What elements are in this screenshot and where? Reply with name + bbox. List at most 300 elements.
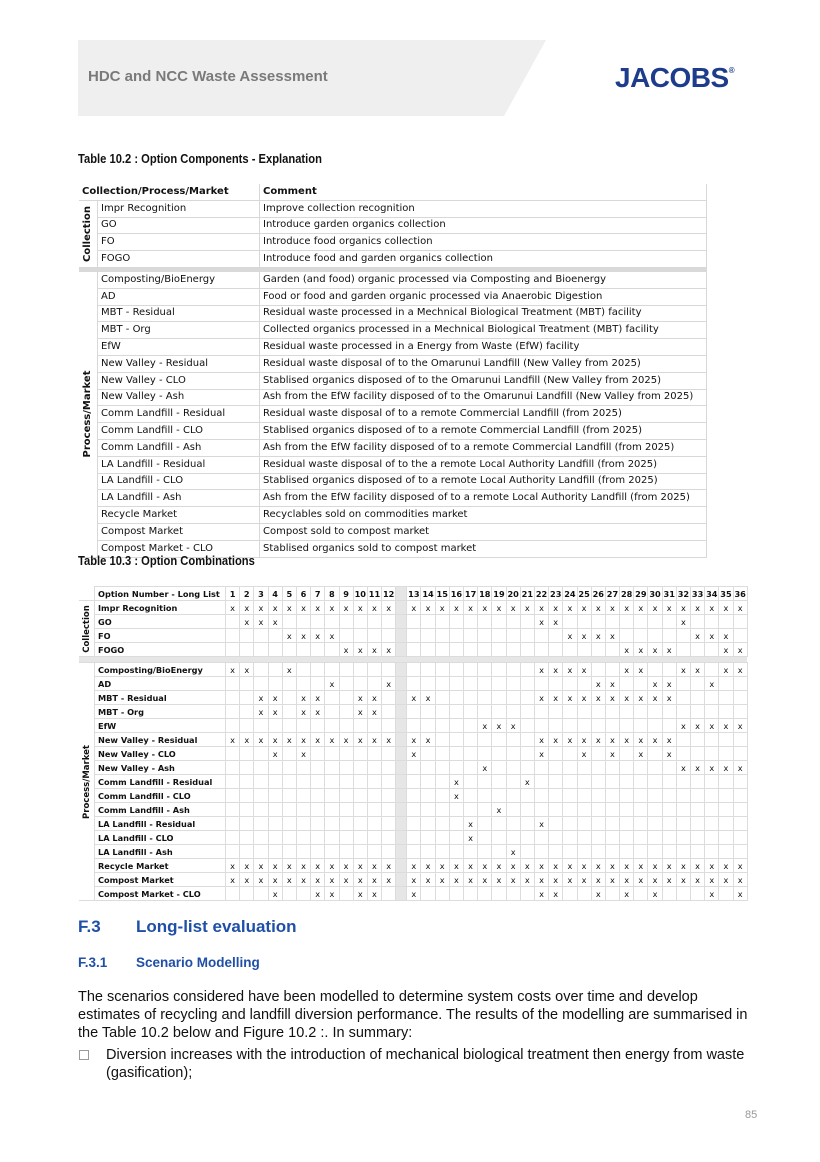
combination-cell bbox=[705, 789, 719, 803]
combination-cell: x bbox=[691, 761, 705, 775]
combination-cell bbox=[719, 705, 733, 719]
combination-cell bbox=[407, 845, 421, 859]
combination-cell bbox=[382, 719, 396, 733]
combination-cell bbox=[407, 803, 421, 817]
combination-cell: x bbox=[464, 601, 478, 615]
combination-cell: x bbox=[620, 733, 634, 747]
combination-cell bbox=[691, 615, 705, 629]
combination-cell: x bbox=[605, 601, 619, 615]
combination-cell: x bbox=[226, 601, 240, 615]
combination-cell: x bbox=[492, 601, 506, 615]
combination-cell bbox=[449, 803, 463, 817]
table1-comment-cell: Ash from the EfW facility disposed of to a remote Commercial Landfill (from 2025) bbox=[260, 439, 707, 456]
combination-cell bbox=[534, 629, 548, 643]
combination-cell bbox=[591, 803, 605, 817]
combination-cell bbox=[605, 803, 619, 817]
combination-cell: x bbox=[268, 859, 282, 873]
combination-cell: x bbox=[353, 859, 367, 873]
combination-cell bbox=[705, 615, 719, 629]
combination-cell bbox=[367, 761, 381, 775]
combination-cell bbox=[634, 677, 648, 691]
combination-cell: x bbox=[311, 887, 325, 901]
combination-cell bbox=[691, 733, 705, 747]
combination-cell bbox=[733, 615, 747, 629]
combination-cell bbox=[435, 629, 449, 643]
combination-cell: x bbox=[605, 873, 619, 887]
combination-cell bbox=[620, 629, 634, 643]
combination-cell bbox=[549, 629, 563, 643]
combination-cell bbox=[506, 663, 520, 677]
combination-cell bbox=[226, 789, 240, 803]
combination-cell: x bbox=[449, 859, 463, 873]
table1-comment-cell: Residual waste processed in a Energy from Waste (EfW) facility bbox=[260, 339, 707, 356]
combination-cell bbox=[268, 817, 282, 831]
combination-cell bbox=[676, 831, 690, 845]
combination-cell: x bbox=[339, 643, 353, 657]
combination-cell bbox=[705, 705, 719, 719]
table1-item-cell: Compost Market - CLO bbox=[98, 540, 260, 557]
table2-gap-cell bbox=[396, 845, 407, 859]
combination-cell: x bbox=[577, 859, 591, 873]
combination-cell bbox=[339, 691, 353, 705]
combination-cell: x bbox=[691, 859, 705, 873]
combination-cell: x bbox=[382, 601, 396, 615]
table-row bbox=[79, 406, 707, 423]
table1-comment-cell: Compost sold to compost market bbox=[260, 523, 707, 540]
combination-cell bbox=[563, 643, 577, 657]
combination-cell bbox=[407, 705, 421, 719]
combination-cell: x bbox=[506, 719, 520, 733]
combination-cell bbox=[268, 761, 282, 775]
combination-cell bbox=[478, 789, 492, 803]
combination-cell bbox=[407, 775, 421, 789]
combination-cell bbox=[478, 775, 492, 789]
combination-cell bbox=[339, 803, 353, 817]
combination-cell bbox=[226, 615, 240, 629]
option-number-cell: 30 bbox=[649, 588, 661, 599]
combination-cell bbox=[367, 817, 381, 831]
option-number-cell: 10 bbox=[354, 588, 366, 599]
option-number-cell: 25 bbox=[578, 588, 590, 599]
table2-gap-cell bbox=[396, 691, 407, 705]
combination-cell bbox=[662, 887, 676, 901]
combination-cell: x bbox=[407, 747, 421, 761]
option-number-cell: 13 bbox=[408, 588, 420, 599]
combination-cell bbox=[325, 615, 339, 629]
table2-group-label: Process/Market bbox=[81, 744, 92, 819]
combination-cell bbox=[382, 691, 396, 705]
combination-cell bbox=[382, 789, 396, 803]
table1-item-cell: FOGO bbox=[98, 251, 260, 268]
combination-cell: x bbox=[520, 601, 534, 615]
combination-cell: x bbox=[648, 733, 662, 747]
table1-comment-cell: Stablised organics disposed of to a remote Local Authority Landfill (from 2025) bbox=[260, 473, 707, 490]
table-row bbox=[79, 831, 747, 845]
table2-gap-cell bbox=[396, 817, 407, 831]
combination-cell bbox=[449, 691, 463, 705]
combination-cell bbox=[435, 615, 449, 629]
combination-cell bbox=[296, 845, 310, 859]
table-row bbox=[79, 887, 747, 901]
combination-cell bbox=[325, 761, 339, 775]
combination-cell bbox=[282, 789, 296, 803]
combination-cell bbox=[691, 887, 705, 901]
combination-cell bbox=[506, 789, 520, 803]
combination-cell: x bbox=[353, 705, 367, 719]
combination-cell bbox=[591, 817, 605, 831]
combination-cell: x bbox=[353, 733, 367, 747]
combination-cell bbox=[492, 775, 506, 789]
option-number-cell: 16 bbox=[450, 588, 463, 599]
combination-cell bbox=[478, 663, 492, 677]
combination-cell bbox=[449, 705, 463, 719]
combination-cell bbox=[705, 845, 719, 859]
combination-cell bbox=[577, 887, 591, 901]
combination-cell: x bbox=[549, 691, 563, 705]
combination-cell bbox=[353, 775, 367, 789]
table-row bbox=[79, 507, 707, 524]
combination-cell bbox=[520, 817, 534, 831]
combination-cell: x bbox=[268, 887, 282, 901]
combination-cell: x bbox=[563, 629, 577, 643]
combination-cell bbox=[226, 775, 240, 789]
combination-cell bbox=[492, 643, 506, 657]
combination-cell bbox=[676, 747, 690, 761]
combination-cell: x bbox=[367, 705, 381, 719]
combination-cell: x bbox=[591, 629, 605, 643]
combination-cell bbox=[520, 705, 534, 719]
combination-cell bbox=[254, 663, 268, 677]
option-number-cell: 19 bbox=[493, 588, 505, 599]
combination-cell bbox=[464, 845, 478, 859]
combination-cell bbox=[325, 747, 339, 761]
combination-cell: x bbox=[282, 873, 296, 887]
combination-cell: x bbox=[296, 629, 310, 643]
combination-cell bbox=[240, 719, 254, 733]
combination-cell bbox=[733, 789, 747, 803]
table2-gap-cell bbox=[396, 677, 407, 691]
combination-cell: x bbox=[478, 601, 492, 615]
combination-cell bbox=[311, 615, 325, 629]
combination-cell bbox=[492, 629, 506, 643]
combination-cell: x bbox=[648, 677, 662, 691]
combination-cell bbox=[620, 831, 634, 845]
table-row bbox=[79, 705, 747, 719]
combination-cell: x bbox=[563, 733, 577, 747]
table1-header-cell: Comment bbox=[260, 184, 707, 200]
subsection-heading bbox=[78, 955, 260, 970]
combination-cell: x bbox=[282, 663, 296, 677]
combination-cell: x bbox=[435, 859, 449, 873]
combination-cell: x bbox=[549, 859, 563, 873]
combination-cell bbox=[733, 845, 747, 859]
combination-cell: x bbox=[591, 733, 605, 747]
table2-gap-cell bbox=[396, 789, 407, 803]
combination-cell: x bbox=[577, 873, 591, 887]
combination-cell bbox=[549, 789, 563, 803]
combination-cell bbox=[549, 775, 563, 789]
combination-cell bbox=[421, 761, 435, 775]
combination-cell: x bbox=[311, 601, 325, 615]
combination-cell bbox=[382, 845, 396, 859]
table2-row-label: FOGO bbox=[95, 643, 226, 657]
table2-gap-cell bbox=[396, 747, 407, 761]
combination-cell bbox=[254, 761, 268, 775]
combination-cell bbox=[591, 747, 605, 761]
table2-row-label: New Valley - Residual bbox=[95, 733, 226, 747]
combination-cell: x bbox=[534, 873, 548, 887]
combination-cell bbox=[240, 643, 254, 657]
table1-header-cell: Collection/Process/Market bbox=[79, 184, 260, 200]
combination-cell bbox=[407, 663, 421, 677]
combination-cell bbox=[648, 845, 662, 859]
table2-group-cell bbox=[79, 663, 95, 901]
combination-cell bbox=[634, 831, 648, 845]
table1-comment-cell: Ash from the EfW facility disposed of to a remote Local Authority Landfill (from 2025) bbox=[260, 490, 707, 507]
combination-cell bbox=[719, 691, 733, 705]
combination-cell bbox=[353, 761, 367, 775]
combination-cell bbox=[478, 817, 492, 831]
table2-row-label: GO bbox=[95, 615, 226, 629]
combination-cell bbox=[577, 643, 591, 657]
option-number-cell: 12 bbox=[382, 588, 395, 599]
table2-row-label: Comm Landfill - Residual bbox=[95, 775, 226, 789]
combination-cell bbox=[478, 691, 492, 705]
combination-cell: x bbox=[492, 873, 506, 887]
table2-gap-cell bbox=[396, 887, 407, 901]
table1-item-cell: LA Landfill - Residual bbox=[98, 456, 260, 473]
combination-cell: x bbox=[605, 629, 619, 643]
option-number-cell: 34 bbox=[706, 588, 718, 599]
combination-cell bbox=[435, 719, 449, 733]
table-row bbox=[79, 339, 707, 356]
combination-cell bbox=[648, 747, 662, 761]
table1-comment-cell: Residual waste disposal of to the a remote Local Authority Landfill (from 2025) bbox=[260, 456, 707, 473]
combination-cell: x bbox=[563, 873, 577, 887]
combination-cell: x bbox=[577, 733, 591, 747]
combination-cell: x bbox=[705, 719, 719, 733]
table1-caption: Table 10.2 : Option Components - Explanation bbox=[78, 151, 322, 166]
combination-cell: x bbox=[620, 873, 634, 887]
combination-cell bbox=[449, 831, 463, 845]
combination-cell bbox=[705, 691, 719, 705]
combination-cell bbox=[435, 817, 449, 831]
table-row bbox=[79, 663, 747, 677]
combination-cell bbox=[311, 817, 325, 831]
combination-cell: x bbox=[464, 831, 478, 845]
combination-cell bbox=[464, 691, 478, 705]
combination-cell bbox=[520, 845, 534, 859]
combination-cell bbox=[520, 761, 534, 775]
combination-cell bbox=[296, 663, 310, 677]
table-row bbox=[79, 234, 707, 251]
combination-cell bbox=[634, 775, 648, 789]
combination-cell bbox=[325, 643, 339, 657]
combination-cell bbox=[563, 705, 577, 719]
combination-cell bbox=[464, 615, 478, 629]
combination-cell: x bbox=[421, 601, 435, 615]
combination-cell bbox=[634, 705, 648, 719]
combination-cell bbox=[478, 887, 492, 901]
combination-cell bbox=[492, 691, 506, 705]
combination-cell: x bbox=[407, 733, 421, 747]
combination-cell bbox=[382, 887, 396, 901]
combination-cell bbox=[705, 663, 719, 677]
combination-cell bbox=[691, 831, 705, 845]
combination-cell bbox=[353, 803, 367, 817]
table-row bbox=[79, 761, 747, 775]
combination-cell bbox=[435, 733, 449, 747]
combination-cell bbox=[254, 845, 268, 859]
combination-cell bbox=[634, 817, 648, 831]
combination-cell: x bbox=[719, 663, 733, 677]
table2-gap-cell bbox=[396, 719, 407, 733]
combination-cell: x bbox=[382, 643, 396, 657]
combination-cell bbox=[691, 803, 705, 817]
combination-cell bbox=[226, 887, 240, 901]
table1-item-cell: New Valley - CLO bbox=[98, 372, 260, 389]
combination-cell: x bbox=[268, 733, 282, 747]
combination-cell bbox=[676, 887, 690, 901]
option-number-cell: 26 bbox=[592, 588, 604, 599]
combination-cell bbox=[464, 705, 478, 719]
combination-cell bbox=[449, 747, 463, 761]
combination-cell: x bbox=[325, 601, 339, 615]
table2-row-label: EfW bbox=[95, 719, 226, 733]
combination-cell bbox=[421, 677, 435, 691]
combination-cell bbox=[296, 761, 310, 775]
table-row bbox=[79, 372, 707, 389]
combination-cell bbox=[719, 789, 733, 803]
combination-cell bbox=[620, 761, 634, 775]
combination-cell: x bbox=[449, 775, 463, 789]
combination-cell bbox=[549, 761, 563, 775]
combination-cell bbox=[719, 887, 733, 901]
combination-cell: x bbox=[382, 677, 396, 691]
table-row bbox=[79, 629, 747, 643]
combination-cell bbox=[421, 817, 435, 831]
combination-cell bbox=[520, 719, 534, 733]
combination-cell bbox=[407, 677, 421, 691]
combination-cell bbox=[268, 643, 282, 657]
combination-cell bbox=[268, 677, 282, 691]
combination-cell bbox=[648, 789, 662, 803]
combination-cell: x bbox=[268, 747, 282, 761]
combination-cell: x bbox=[563, 663, 577, 677]
document-title: HDC and NCC Waste Assessment bbox=[88, 68, 328, 85]
combination-cell bbox=[563, 747, 577, 761]
combination-cell bbox=[577, 831, 591, 845]
table1-item-cell: New Valley - Residual bbox=[98, 355, 260, 372]
combination-cell bbox=[268, 845, 282, 859]
combination-cell bbox=[382, 761, 396, 775]
combination-cell: x bbox=[691, 719, 705, 733]
combination-cell bbox=[620, 803, 634, 817]
combination-cell bbox=[226, 691, 240, 705]
combination-cell bbox=[691, 845, 705, 859]
logo-mark: ® bbox=[728, 66, 735, 75]
combination-cell bbox=[254, 817, 268, 831]
combination-cell bbox=[421, 719, 435, 733]
combination-cell bbox=[464, 803, 478, 817]
combination-cell bbox=[620, 789, 634, 803]
combination-cell bbox=[421, 887, 435, 901]
combination-cell bbox=[691, 643, 705, 657]
table1-item-cell: Comm Landfill - Ash bbox=[98, 439, 260, 456]
table2-gap-cell bbox=[396, 587, 407, 601]
combination-cell bbox=[676, 629, 690, 643]
combination-cell bbox=[520, 629, 534, 643]
combination-cell bbox=[676, 789, 690, 803]
table-row bbox=[79, 423, 707, 440]
combination-cell: x bbox=[311, 733, 325, 747]
combination-cell bbox=[719, 733, 733, 747]
combination-cell: x bbox=[605, 691, 619, 705]
combination-cell bbox=[534, 705, 548, 719]
combination-cell bbox=[520, 663, 534, 677]
combination-cell bbox=[382, 663, 396, 677]
table2-gap-cell bbox=[396, 733, 407, 747]
combination-cell: x bbox=[662, 677, 676, 691]
combination-cell: x bbox=[648, 691, 662, 705]
combination-cell: x bbox=[634, 733, 648, 747]
combination-cell: x bbox=[591, 859, 605, 873]
combination-cell bbox=[421, 705, 435, 719]
combination-cell bbox=[296, 643, 310, 657]
table-row bbox=[79, 456, 707, 473]
combination-cell: x bbox=[254, 601, 268, 615]
combination-cell bbox=[367, 719, 381, 733]
combination-cell bbox=[520, 615, 534, 629]
combination-cell bbox=[506, 615, 520, 629]
combination-cell: x bbox=[634, 643, 648, 657]
combination-cell: x bbox=[367, 643, 381, 657]
option-number-cell: 29 bbox=[635, 588, 647, 599]
combination-cell bbox=[282, 615, 296, 629]
combination-cell: x bbox=[226, 859, 240, 873]
combination-cell bbox=[634, 845, 648, 859]
combination-cell bbox=[648, 663, 662, 677]
combination-cell bbox=[591, 719, 605, 733]
combination-cell bbox=[325, 831, 339, 845]
combination-cell: x bbox=[620, 691, 634, 705]
table-row bbox=[79, 217, 707, 234]
combination-cell: x bbox=[676, 761, 690, 775]
combination-cell bbox=[254, 629, 268, 643]
combination-cell: x bbox=[367, 873, 381, 887]
combination-cell bbox=[662, 615, 676, 629]
option-number-cell: 20 bbox=[507, 588, 519, 599]
combination-cell bbox=[407, 831, 421, 845]
combination-cell bbox=[719, 677, 733, 691]
combination-cell bbox=[634, 887, 648, 901]
table1-group-label: Collection bbox=[82, 205, 93, 262]
combination-cell: x bbox=[282, 733, 296, 747]
combination-cell bbox=[634, 615, 648, 629]
combination-cell: x bbox=[620, 859, 634, 873]
table2-group-cell bbox=[79, 601, 95, 657]
combination-cell: x bbox=[506, 601, 520, 615]
combination-cell bbox=[367, 803, 381, 817]
option-number-cell: 9 bbox=[339, 587, 353, 601]
combination-cell bbox=[506, 817, 520, 831]
combination-cell bbox=[240, 831, 254, 845]
combination-cell: x bbox=[605, 859, 619, 873]
combination-cell bbox=[492, 817, 506, 831]
combination-cell bbox=[240, 803, 254, 817]
table1-item-cell: EfW bbox=[98, 339, 260, 356]
combination-cell bbox=[311, 775, 325, 789]
